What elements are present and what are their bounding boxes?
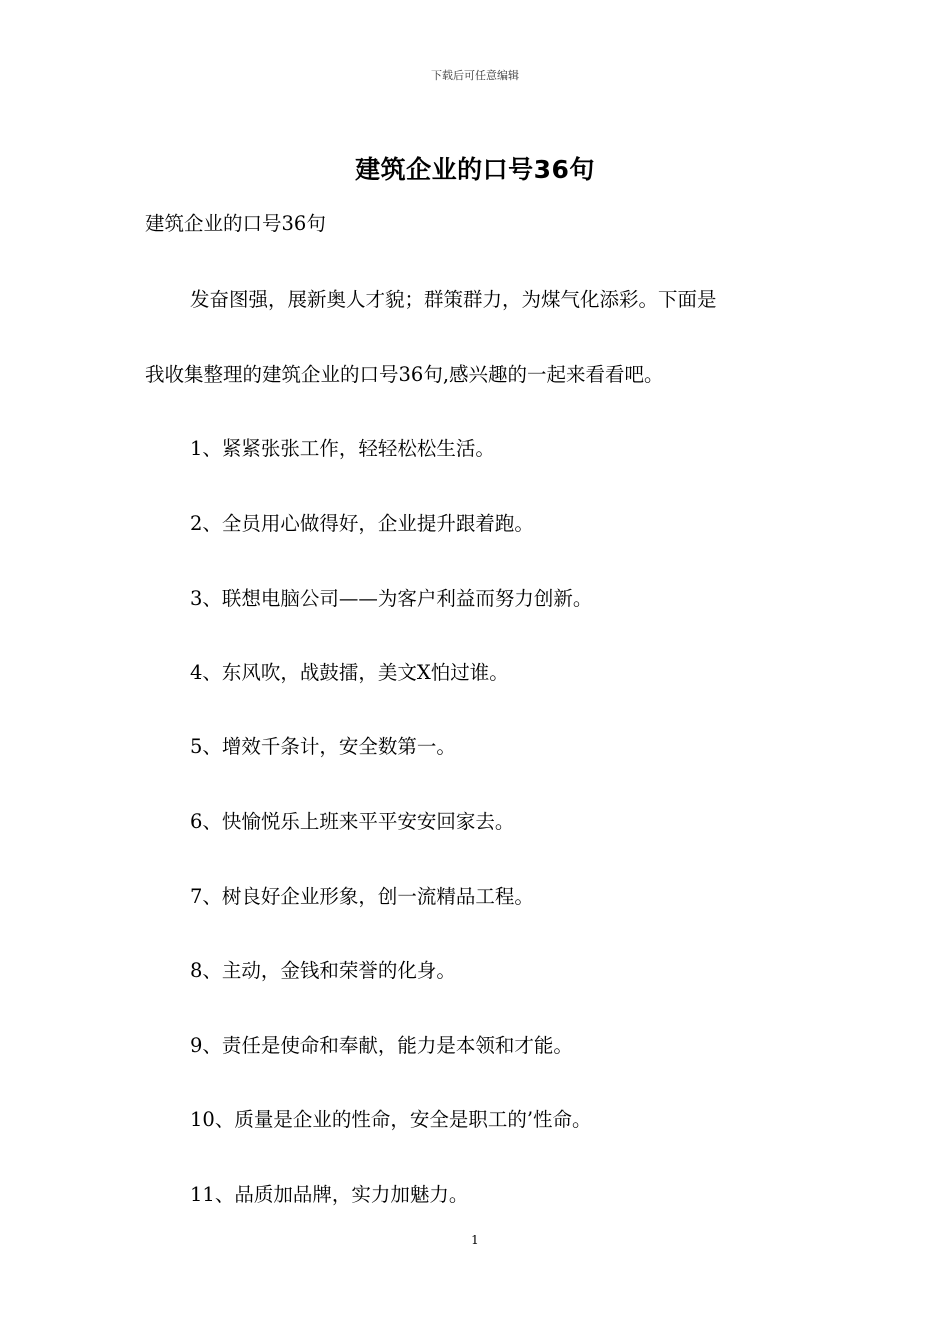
list-item: 7、树良好企业形象，创一流精品工程。 [190,885,534,908]
intro-line-1: 发奋图强，展新奥人才貌；群策群力，为煤气化添彩。下面是 [190,288,717,311]
page-number: 1 [471,1233,479,1247]
list-item: 8、主动，金钱和荣誉的化身。 [190,959,456,982]
intro-line-2: 我收集整理的建筑企业的口号36句,感兴趣的一起来看看吧。 [145,363,664,386]
list-item: 11、品质加品牌，实力加魅力。 [190,1183,469,1206]
list-item: 9、责任是使命和奉献，能力是本领和才能。 [190,1034,573,1057]
list-item: 5、增效千条计，安全数第一。 [190,735,456,758]
list-item: 1、紧紧张张工作，轻轻松松生活。 [190,437,495,460]
list-item: 2、全员用心做得好，企业提升跟着跑。 [190,512,534,535]
subtitle: 建筑企业的口号36句 [145,212,326,235]
page-title: 建筑企业的口号36句 [355,155,595,184]
list-item: 3、联想电脑公司——为客户利益而努力创新。 [190,587,593,610]
list-item: 4、东风吹，战鼓擂，美文X怕过谁。 [190,661,509,684]
header-note: 下载后可任意编辑 [431,69,519,82]
list-item: 10、质量是企业的性命，安全是职工的’性命。 [190,1108,592,1131]
list-item: 6、快愉悦乐上班来平平安安回家去。 [190,810,515,833]
